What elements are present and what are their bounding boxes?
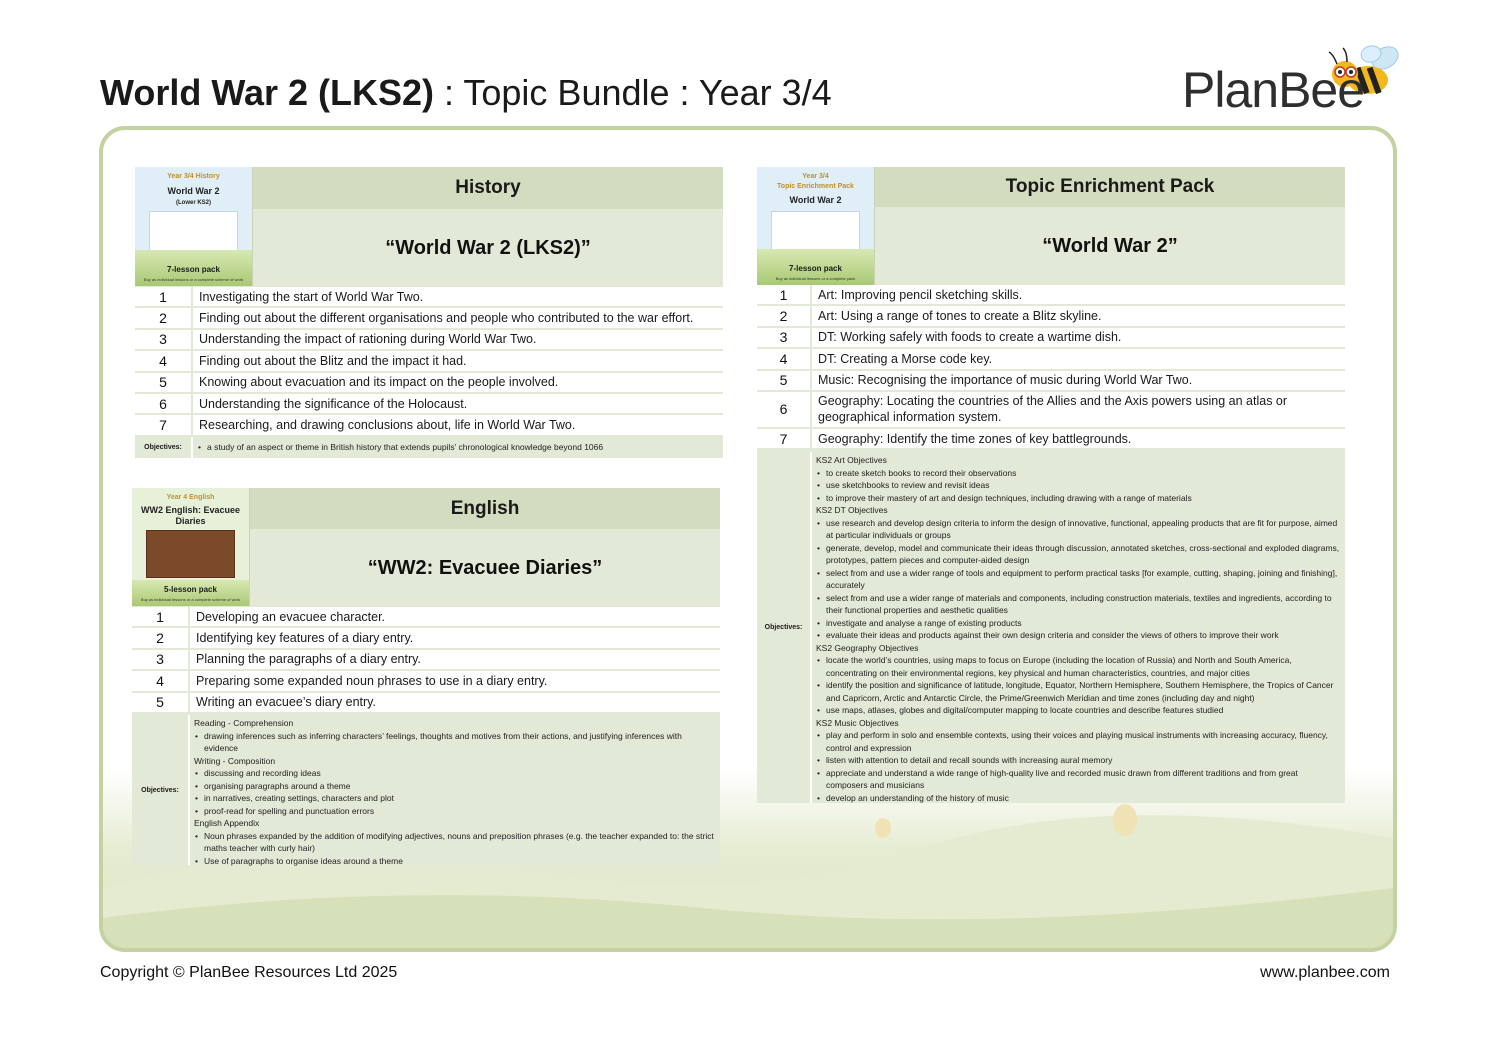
objective-item: • investigate and analyse a range of existing products — [816, 617, 1341, 630]
lesson-row[interactable] — [757, 371, 1345, 392]
lesson-number: 6 — [135, 394, 193, 413]
lesson-text: Music: Recognising the importance of music during World War Two. — [818, 373, 1193, 388]
lesson-number: 5 — [757, 371, 812, 390]
objectives-label: Objectives: — [135, 437, 193, 458]
lesson-row[interactable] — [135, 308, 723, 329]
english-subject-header: English — [250, 488, 720, 529]
lesson-text: Understanding the impact of rationing during World War Two. — [199, 332, 537, 347]
enrichment-cover-thumbnail[interactable] — [757, 167, 875, 285]
lesson-number: 6 — [757, 392, 812, 427]
objective-heading: Reading - Comprehension — [194, 718, 294, 728]
lesson-text: Art: Using a range of tones to create a Blitz skyline. — [818, 309, 1102, 324]
thumb-preview — [146, 530, 235, 578]
enrichment-subject-header: Topic Enrichment Pack — [875, 167, 1345, 207]
lesson-text: Investigating the start of World War Two. — [199, 289, 424, 304]
objective-item: • identify the position and significance of latitude, longitude, Equator, Northern Hemisphere, Southern Hemisphere, the Tropics of Cancer and Capricorn, Arctic and Antarctic Circle, the Prime/Greenwich Meridian and time zones (including day and night) — [816, 679, 1341, 704]
lesson-text: Finding out about the different organisations and people who contributed to the war effort. — [199, 311, 694, 326]
enrichment-unit-title: “World War 2” — [1042, 234, 1178, 257]
objective-item: • use maps, atlases, globes and digital/computer mapping to locate countries and describe features studied — [816, 704, 1341, 717]
history-subject-header: History — [253, 167, 723, 209]
planbee-logo[interactable] — [1178, 40, 1418, 120]
lesson-row[interactable] — [757, 349, 1345, 370]
objective-item: • organising paragraphs around a theme — [194, 780, 716, 793]
title-suffix: : Topic Bundle : Year 3/4 — [434, 72, 832, 113]
thumb-subtitle: (Lower KS2) — [175, 200, 211, 206]
objectives-body — [193, 437, 723, 458]
lesson-row[interactable] — [757, 429, 1345, 450]
objective-heading: Writing - Composition — [194, 755, 276, 766]
objective-item: • select from and use a wider range of materials and components, including construction materials, textiles and ingredients, according to their functional properties and aesthetic qualities — [816, 592, 1341, 617]
lesson-row[interactable] — [757, 285, 1345, 306]
lesson-row[interactable] — [135, 287, 723, 308]
lesson-row[interactable] — [132, 650, 720, 671]
lesson-number: 2 — [135, 308, 193, 327]
lesson-row[interactable] — [132, 671, 720, 692]
logo-wordmark: PlanBee — [1182, 62, 1365, 118]
thumb-title: World War 2 — [167, 186, 220, 196]
objective-item: • select from and use a wider range of tools and equipment to perform practical tasks [for example, cutting, shaping, joining and finishing], accurately — [816, 567, 1341, 592]
lesson-number: 4 — [132, 671, 190, 690]
lesson-text: Geography: Locating the countries of the Allies and the Axis powers using an atlas or geographical information system. — [818, 394, 1288, 425]
lesson-text: Art: Improving pencil sketching skills. — [818, 287, 1023, 302]
objective-item: • drawing inferences such as inferring characters’ feelings, thoughts and motives from their actions, and justifying inferences with evidence — [194, 730, 716, 755]
history-unit-title: “World War 2 (LKS2)” — [385, 236, 591, 259]
objective-item: • use sketchbooks to review and revisit ideas — [816, 479, 1341, 492]
lesson-number: 2 — [757, 306, 812, 325]
english-objectives — [132, 715, 720, 865]
english-card — [132, 488, 720, 865]
lesson-row[interactable] — [757, 328, 1345, 349]
objective-item: • proof-read for spelling and punctuation errors — [194, 805, 716, 818]
objective-heading: KS2 Art Objectives — [816, 455, 887, 465]
objectives-label: Objectives: — [132, 715, 190, 865]
objective-item: • discussing and recording ideas — [194, 767, 716, 780]
lesson-text: DT: Working safely with foods to create a wartime dish. — [818, 330, 1122, 345]
thumb-buy-note: Buy as individual lessons or a complete scheme of work — [143, 277, 244, 282]
english-unit-title: “WW2: Evacuee Diaries” — [367, 556, 603, 579]
lesson-number: 3 — [757, 328, 812, 347]
history-lesson-list — [135, 287, 723, 437]
lesson-row[interactable] — [757, 306, 1345, 327]
english-cover-thumbnail[interactable] — [132, 488, 250, 606]
objective-item: • locate the world’s countries, using maps to focus on Europe (including the location of Russia) and North and South America, concentrating on their environmental regions, key physical and human characteristics, countries, and major cities — [816, 654, 1341, 679]
lesson-row[interactable] — [135, 394, 723, 415]
objective-item: • to create sketch books to record their observations — [816, 467, 1341, 480]
objective-heading: KS2 Music Objectives — [816, 717, 899, 728]
thumb-pack: 7-lesson pack — [789, 264, 842, 273]
objective-item: • a study of an aspect or theme in British history that extends pupils’ chronological knowledge beyond 1066 — [197, 441, 719, 454]
objective-item: • listen with attention to detail and recall sounds with increasing aural memory — [816, 754, 1341, 767]
lesson-text: Finding out about the Blitz and the impact it had. — [199, 353, 467, 368]
objective-heading: KS2 Geography Objectives — [816, 642, 919, 653]
lesson-number: 3 — [132, 650, 190, 669]
copyright-notice: Copyright © PlanBee Resources Ltd 2025 — [100, 964, 398, 981]
objective-item: • Use of paragraphs to organise ideas around a theme — [194, 855, 716, 868]
lesson-text: Researching, and drawing conclusions about, life in World War Two. — [199, 418, 576, 433]
lesson-row[interactable] — [132, 607, 720, 628]
lesson-number: 1 — [757, 285, 812, 304]
objective-item: • develop an understanding of the history of music — [816, 792, 1341, 805]
lesson-number: 5 — [135, 373, 193, 392]
objective-item: • in narratives, creating settings, characters and plot — [194, 792, 716, 805]
lesson-number: 7 — [757, 429, 812, 448]
history-cover-thumbnail[interactable] — [135, 167, 253, 286]
lesson-number: 1 — [132, 607, 190, 626]
lesson-row[interactable] — [757, 392, 1345, 429]
lesson-number: 5 — [132, 693, 190, 712]
objective-item: • appreciate and understand a wide range of high-quality live and recorded music drawn from different traditions and from great composers and musicians — [816, 767, 1341, 792]
objective-item: • evaluate their ideas and products against their own design criteria and consider the views of others to improve their work — [816, 629, 1341, 642]
thumb-title: World War 2 — [789, 195, 842, 205]
english-lesson-list — [132, 607, 720, 714]
enrichment-objectives — [757, 452, 1345, 803]
thumb-subtitle: Topic Enrichment Pack — [777, 183, 854, 190]
objectives-label: Objectives: — [757, 452, 812, 803]
title-topic: World War 2 (LKS2) — [100, 72, 435, 113]
lesson-number: 3 — [135, 330, 193, 349]
history-card — [135, 167, 723, 458]
objective-item: • use research and develop design criteria to inform the design of innovative, functional, appealing products that are fit for purpose, aimed at particular individuals or groups — [816, 517, 1341, 542]
thumb-preview — [149, 211, 238, 253]
lesson-row[interactable] — [132, 628, 720, 649]
thumb-buy-note: Buy as individual lessons or a complete scheme of work — [140, 597, 241, 602]
objective-item: • play and perform in solo and ensemble contexts, using their voices and playing musical instruments with increasing accuracy, fluency, control and expression — [816, 729, 1341, 754]
thumb-title: WW2 English: Evacuee Diaries — [140, 505, 241, 526]
lesson-number: 4 — [135, 351, 193, 370]
enrichment-lesson-list — [757, 285, 1345, 450]
lesson-number: 7 — [135, 415, 193, 434]
website-link[interactable]: www.planbee.com — [1260, 964, 1390, 981]
lesson-text: Preparing some expanded noun phrases to use in a diary entry. — [196, 673, 548, 688]
lesson-row[interactable] — [135, 415, 723, 436]
lesson-text: Developing an evacuee character. — [196, 609, 386, 624]
lesson-row[interactable] — [135, 373, 723, 394]
lesson-number: 2 — [132, 628, 190, 647]
page-title — [100, 70, 832, 116]
thumb-buy-note: Buy as individual lessons or a complete pack — [775, 276, 856, 281]
lesson-text: Planning the paragraphs of a diary entry. — [196, 652, 421, 667]
lesson-text: DT: Creating a Morse code key. — [818, 351, 993, 366]
thumb-pack: 7-lesson pack — [167, 265, 220, 274]
lesson-text: Identifying key features of a diary entry. — [196, 631, 414, 646]
lesson-number: 1 — [135, 287, 193, 306]
objective-item: • to improve their mastery of art and design techniques, including drawing with a range of materials — [816, 492, 1341, 505]
lesson-text: Geography: Identify the time zones of key battlegrounds. — [818, 431, 1132, 446]
lesson-text: Understanding the significance of the Holocaust. — [199, 396, 468, 411]
enrichment-card — [757, 167, 1345, 803]
thumb-year: Year 4 English — [166, 494, 215, 501]
lesson-row[interactable] — [135, 351, 723, 372]
objective-heading: KS2 DT Objectives — [816, 505, 888, 515]
history-objectives — [135, 437, 723, 458]
thumb-year: Year 3/4 — [802, 173, 829, 180]
thumb-year: Year 3/4 History — [167, 173, 220, 180]
thumb-pack: 5-lesson pack — [164, 585, 217, 594]
lesson-text: Writing an evacuee’s diary entry. — [196, 695, 376, 710]
objective-heading: English Appendix — [194, 818, 260, 828]
lesson-number: 4 — [757, 349, 812, 368]
objective-item: • generate, develop, model and communicate their ideas through discussion, annotated sketches, cross-sectional and exploded diagrams, prototypes, pattern pieces and computer-aided design — [816, 542, 1341, 567]
lesson-text: Knowing about evacuation and its impact on the people involved. — [199, 375, 559, 390]
objectives-body — [812, 452, 1345, 803]
lesson-row[interactable] — [135, 330, 723, 351]
lesson-row[interactable] — [132, 693, 720, 714]
objectives-body — [190, 715, 720, 865]
objective-item: • Noun phrases expanded by the addition of modifying adjectives, nouns and preposition phrases (e.g. the teacher expanded to: the strict maths teacher with curly hair) — [194, 830, 716, 855]
